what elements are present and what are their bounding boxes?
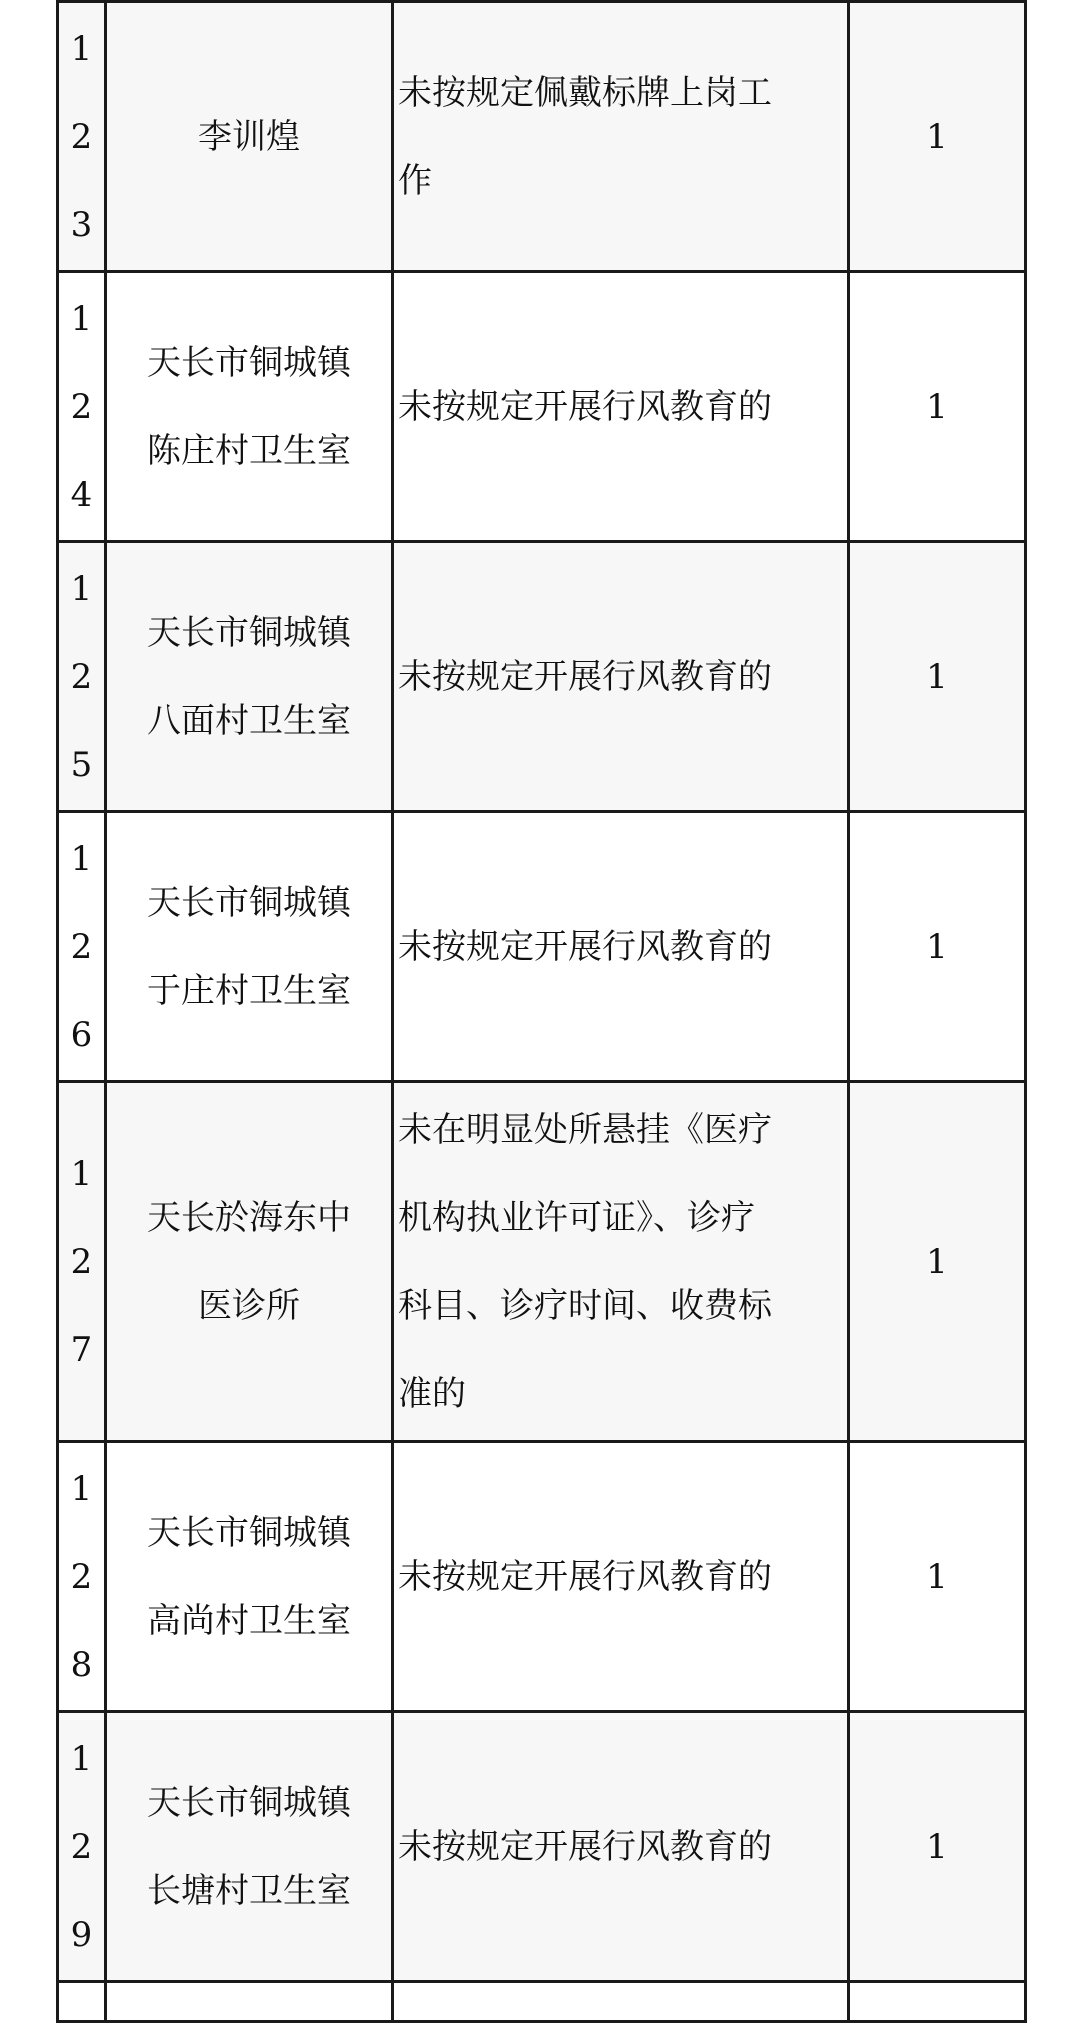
entity-name-cell (106, 1082, 393, 1442)
count-cell: 1 (849, 272, 1026, 542)
row-number-digit: 3 (70, 204, 93, 245)
violation-line: 未按规定佩戴标牌上岗工 (398, 72, 772, 113)
table-row (58, 272, 1026, 542)
entity-name-cell (106, 1712, 393, 1982)
row-number-cell (58, 2, 106, 272)
violation-cell (393, 542, 849, 812)
entity-name-line: 天长市铜城镇 (147, 612, 351, 653)
table-row (58, 1442, 1026, 1712)
row-number-digit: 1 (70, 1153, 93, 1194)
row-number-digit: 2 (70, 656, 93, 697)
entity-name-cell (106, 812, 393, 1082)
row-number-digit: 5 (70, 744, 93, 785)
row-number-digit: 1 (70, 838, 93, 879)
row-number-digit: 1 (70, 1738, 93, 1779)
row-number-digit: 8 (70, 1644, 93, 1685)
row-number-cell (58, 1082, 106, 1442)
penalty-table (56, 0, 1027, 2023)
violation-cell (393, 1442, 849, 1712)
row-number-digit: 1 (70, 298, 93, 339)
table-row (58, 1712, 1026, 1982)
row-number-digit: 2 (70, 116, 93, 157)
row-number-digit: 1 (70, 28, 93, 69)
violation-line: 未按规定开展行风教育的 (398, 1556, 772, 1597)
violation-line: 准的 (398, 1373, 466, 1414)
row-number-digit: 6 (70, 1014, 93, 1055)
row-number-cell (58, 812, 106, 1082)
entity-name-cell (106, 1442, 393, 1712)
violation-line: 未在明显处所悬挂《医疗 (398, 1109, 772, 1150)
entity-name-cell (106, 272, 393, 542)
row-number-cell (58, 272, 106, 542)
entity-name-line: 天长於海东中 (147, 1197, 351, 1238)
row-number-digit: 1 (70, 568, 93, 609)
row-number-digit: 2 (70, 1556, 93, 1597)
violation-cell (393, 1712, 849, 1982)
row-number-cell (58, 542, 106, 812)
violation-cell (393, 1082, 849, 1442)
penalty-table-container (56, 0, 1024, 2023)
table-row (58, 1082, 1026, 1442)
violation-cell (393, 272, 849, 542)
entity-name-line: 长塘村卫生室 (147, 1870, 351, 1911)
violation-line: 未按规定开展行风教育的 (398, 386, 772, 427)
row-number-digit: 2 (70, 926, 93, 967)
violation-line: 未按规定开展行风教育的 (398, 656, 772, 697)
count-cell: 1 (849, 2, 1026, 272)
row-number-cell (58, 1442, 106, 1712)
row-number-digit: 4 (70, 474, 93, 515)
row-number-digit: 1 (70, 1468, 93, 1509)
count-cell: 1 (849, 1712, 1026, 1982)
entity-name-cell (106, 2, 393, 272)
entity-name-line: 李训煌 (198, 116, 300, 157)
violation-line: 作 (398, 160, 432, 201)
count-cell: 1 (849, 812, 1026, 1082)
row-number-digit: 2 (70, 386, 93, 427)
table-row (58, 2, 1026, 272)
count-cell: 1 (849, 542, 1026, 812)
row-number-digit: 2 (70, 1241, 93, 1282)
row-number-cell (58, 1712, 106, 1982)
row-number-digit: 7 (70, 1329, 93, 1370)
entity-name-line: 于庄村卫生室 (147, 970, 351, 1011)
count-cell: 1 (849, 1442, 1026, 1712)
violation-cell (393, 812, 849, 1082)
row-number-digit: 9 (70, 1914, 93, 1955)
violation-line: 未按规定开展行风教育的 (398, 926, 772, 967)
table-row (58, 542, 1026, 812)
count-cell: 1 (849, 1082, 1026, 1442)
table-row (58, 812, 1026, 1082)
violation-line: 科目、诊疗时间、收费标 (398, 1285, 772, 1326)
violation-line: 未按规定开展行风教育的 (398, 1826, 772, 1867)
row-number-digit: 2 (70, 1826, 93, 1867)
entity-name-line: 天长市铜城镇 (147, 342, 351, 383)
entity-name-line: 天长市铜城镇 (147, 882, 351, 923)
entity-name-line: 医诊所 (198, 1285, 300, 1326)
entity-name-line: 陈庄村卫生室 (147, 430, 351, 471)
violation-line: 机构执业许可证》、诊疗 (398, 1197, 755, 1238)
entity-name-line: 天长市铜城镇 (147, 1512, 351, 1553)
entity-name-line: 天长市铜城镇 (147, 1782, 351, 1823)
violation-cell (393, 2, 849, 272)
entity-name-cell (106, 542, 393, 812)
entity-name-line: 八面村卫生室 (147, 700, 351, 741)
entity-name-line: 高尚村卫生室 (147, 1600, 351, 1641)
